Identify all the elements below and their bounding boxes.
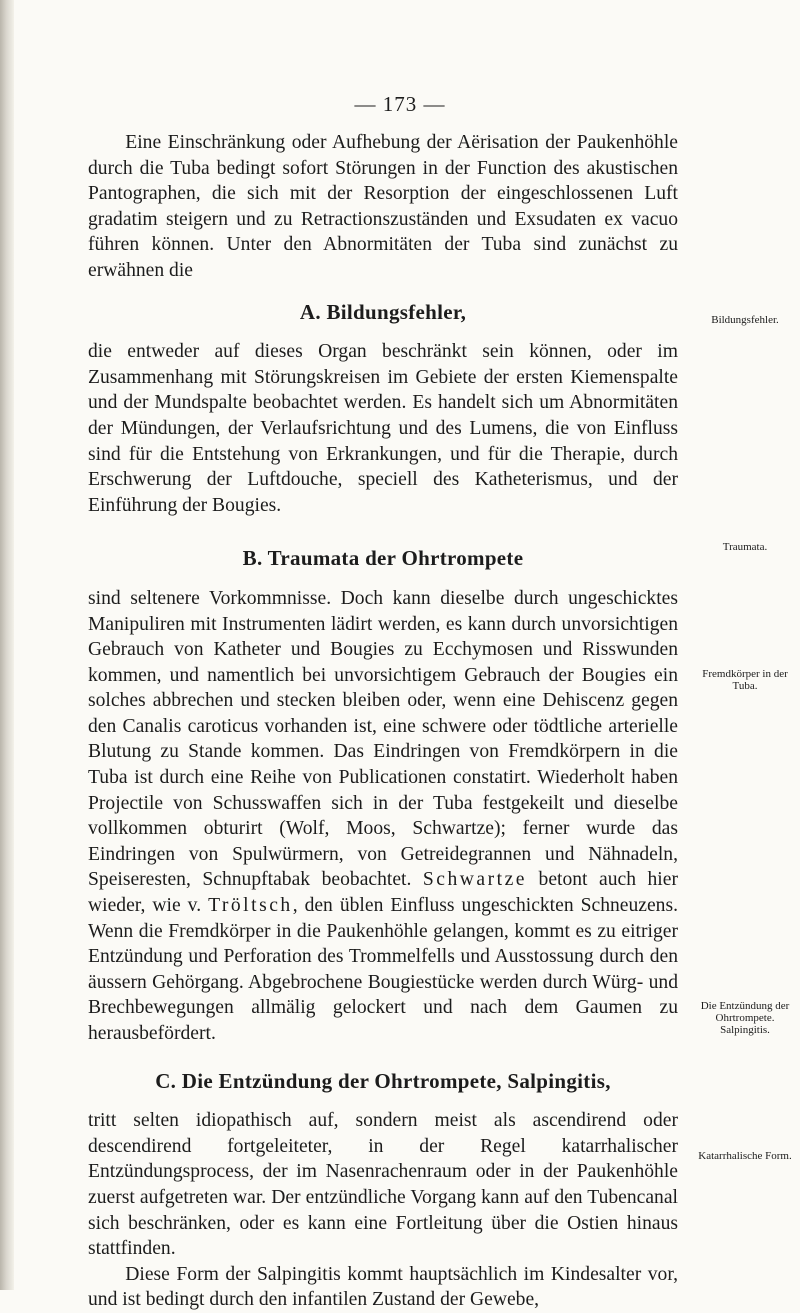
page-spine-shadow xyxy=(0,0,14,1290)
margin-note-traumata: Traumata. xyxy=(722,541,768,553)
paragraph-traumata-part-3: , den üblen Einfluss ungeschickten Schneuzens. Wenn die Fremdkörper in die Paukenhöhle gelangen, kommt es zu eitriger Entzündung und Perforation des Trommelfells und Ausstossung durch den äussern Gehörgang. Abgebrochene Bougiestücke werden durch Würg- und Brechbewegungen allmälig gelockert und nach dem Gaumen zu herausbefördert. xyxy=(88,895,678,1044)
author-name-schwartze: Schwartze xyxy=(422,869,527,891)
paragraph-intro: Eine Einschränkung oder Aufhebung der Aërisation der Paukenhöhle durch die Tuba bedingt sofort Störungen in der Function des akustischen Pantographen, die sich mit der Resorption der eingeschlossenen Luft gradatim steigern und zu Retractionszuständen und Exsudaten ex vacuo führen können. Unter den Abnormitäten der Tuba sind zunächst zu erwähnen die xyxy=(88,132,678,281)
heading-traumata: B. Traumata der Ohrtrompete xyxy=(242,546,524,571)
margin-note-fremdkoerper: Fremdkörper in der Tuba. xyxy=(702,668,788,692)
heading-bildungsfehler: A. Bildungsfehler, xyxy=(299,299,467,324)
paragraph-bildungsfehler: die entweder auf dieses Organ beschränkt sein können, oder im Zusammenhang mit Störungskreisen im Gebiete der ersten Kiemenspalte und der Mundspalte beobachtet werden. Es handelt sich um Abnormitäten der Mündungen, der Verlaufsrichtung und des Lumens, die von Einfluss sind für die Entstehung von Erkrankungen, und für die Therapie, durch Erschwerung der Luftdouche, speciell des Katheterismus, und der Einführung der Bougies. xyxy=(88,341,678,516)
paragraph-salpingitis: tritt selten idiopathisch auf, sondern meist als ascendirend oder descendirend fortgeleiteter, in der Regel katarrhalischer Entzündungsprocess, der im Nasenrachenraum oder in der Paukenhöhle zuerst aufgetreten war. Der entzündliche Vorgang kann auf den Tubencanal sich beschränken, oder es kann eine Fortleitung über die Ostien hinaus stattfinden. xyxy=(88,1110,678,1260)
margin-note-bildungsfehler: Bildungsfehler. xyxy=(711,314,779,326)
paragraph-traumata xyxy=(88,586,678,1047)
body-text xyxy=(88,130,678,1313)
margin-note-entzuendung: Die Entzündung der Ohrtrompete. Salpingitis. xyxy=(700,1000,790,1036)
paragraph-katarrhalische-form: Diese Form der Salpingitis kommt hauptsächlich im Kindesalter vor, und ist bedingt durch den infantilen Zustand der Gewebe, xyxy=(88,1263,678,1311)
page-number: — 173 — xyxy=(354,92,446,116)
heading-salpingitis: C. Die Entzündung der Ohrtrompete, Salpingitis, xyxy=(155,1068,611,1093)
paragraph-traumata-part-2: betont auch hier wieder, wie v. xyxy=(88,869,678,917)
paragraph-traumata-part-1: sind seltenere Vorkommnisse. Doch kann dieselbe durch ungeschicktes Manipuliren mit Instrumenten lädirt werden, es kann durch unvorsichtigen Gebrauch von Katheter und Bougies zu Ecchymosen und Risswunden kommen, und namentlich bei unvorsichtigem Gebrauch der Bougies ein solches abbrechen und stecken bleiben oder, wenn eine Dehiscenz gegen den Canalis caroticus vorhanden ist, eine schwere oder tödtliche arterielle Blutung zu Stande kommen. Das Eindringen von Fremdkörpern in die Tuba ist durch eine Reihe von Publicationen constatirt. Wiederholt haben Projectile von Schusswaffen sich in der Tuba festgekeilt und dieselbe vollkommen obturirt (Wolf, Moos, Schwartze); ferner wurde das Eindringen von Spulwürmern, von Getreidegrannen und Nähnadeln, Speiseresten, Schnupftabak beobachtet. xyxy=(88,587,678,891)
author-name-troeltsch: Tröltsch xyxy=(208,895,293,917)
margin-note-katarrhalische-form: Katarrhalische Form. xyxy=(698,1150,792,1162)
